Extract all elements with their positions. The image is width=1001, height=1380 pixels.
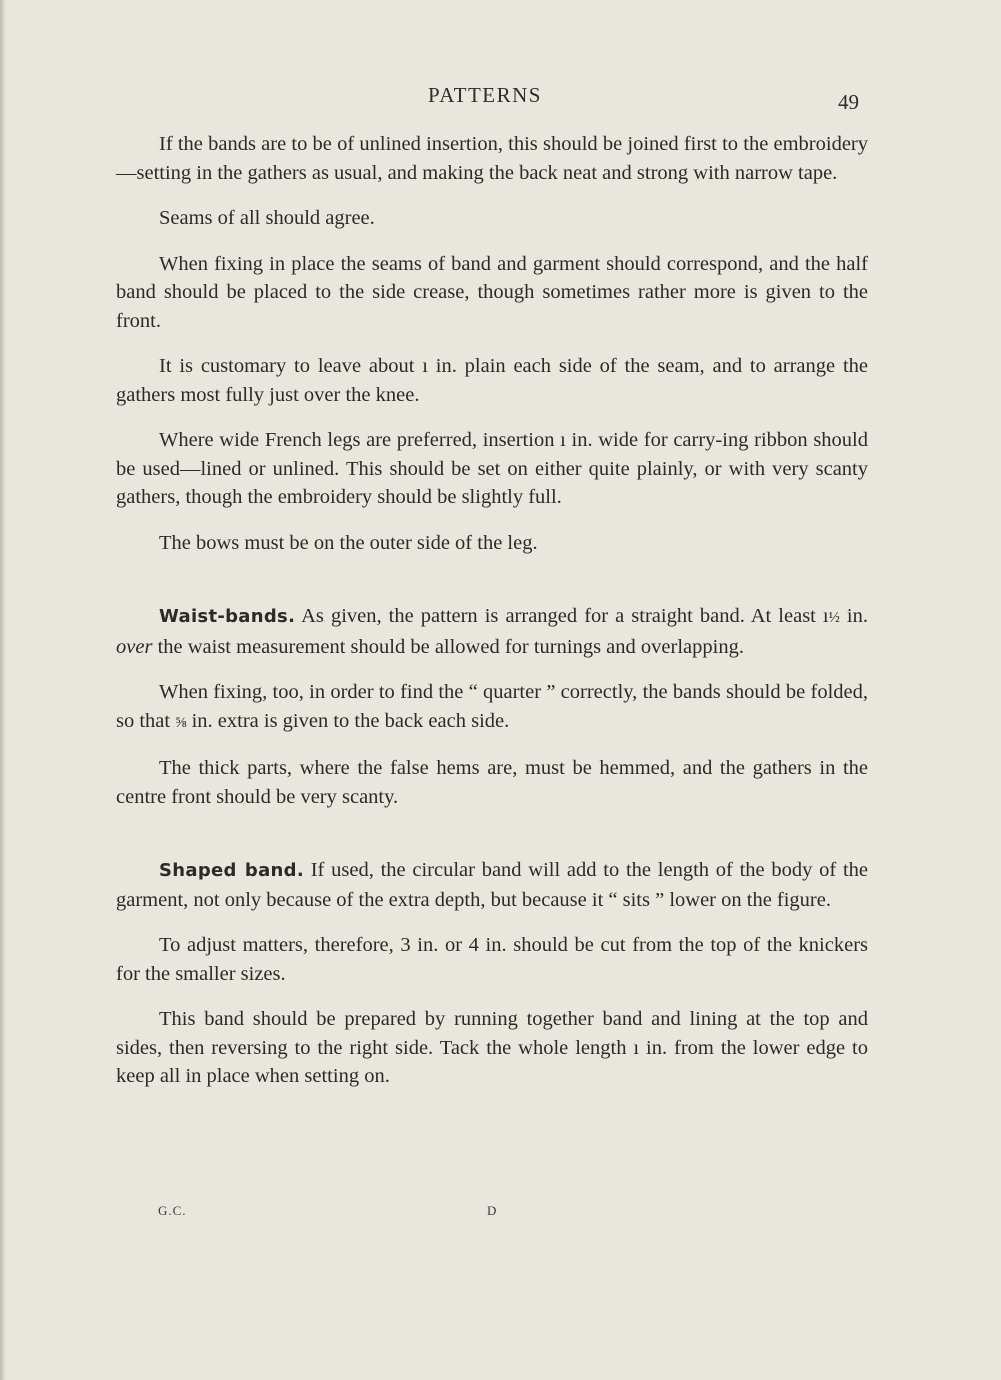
page-number: 49 bbox=[838, 90, 859, 114]
waist-text-a: As given, the pattern is arranged for a straight band. At least ı bbox=[295, 605, 829, 627]
waist-text-c: the waist measurement should be allowed for turnings and overlapping. bbox=[152, 635, 744, 658]
paragraph-prepare-band: This band should be prepared by running together band and lining at the top and sides, then reversing to the right side. Tack the whole length ı in. from the lower edge to keep all in place when setting on. bbox=[116, 1008, 868, 1087]
paragraph-unlined-insertion: If the bands are to be of unlined insertion, this should be joined first to the embroidery—setting in the gathers as usual, and making the back neat and strong with narrow tape. bbox=[116, 133, 868, 184]
paragraph-french-legs: Where wide French legs are preferred, insertion ı in. wide for carry-ing ribbon should be used—lined or unlined. This should be set on either quite plainly, or with very scanty gathers, though the embroidery should be slightly full. bbox=[116, 429, 868, 508]
quarter-text-a: When fixing, too, in order to find the “ quarter ” correctly, the bands should be folded, so that bbox=[116, 681, 868, 732]
page-edge-shadow bbox=[0, 0, 6, 1380]
section-heading-shaped-band: Shaped band. bbox=[159, 860, 304, 881]
waist-fraction: ½ bbox=[828, 610, 840, 626]
paragraph-customary: It is customary to leave about ı in. plain each side of the seam, and to arrange the gathers most fully just over the knee. bbox=[116, 355, 868, 406]
waist-text-b: in. bbox=[839, 605, 868, 627]
paragraph-shaped-band bbox=[116, 856, 868, 914]
paragraph-bows: The bows must be on the outer side of the leg. bbox=[159, 531, 538, 554]
running-title: PATTERNS bbox=[428, 83, 542, 107]
paragraph-thick-parts: The thick parts, where the false hems are, must be hemmed, and the gathers in the centre front should be very scanty. bbox=[116, 757, 868, 808]
paragraph-waist-bands bbox=[116, 602, 868, 661]
signature-mark: D bbox=[487, 1203, 498, 1218]
waist-italic-over: over bbox=[116, 635, 153, 658]
quarter-text-b: in. extra is given to the back each side. bbox=[186, 709, 510, 732]
paragraph-adjust: To adjust matters, therefore, 3 in. or 4 in. should be cut from the top of the knickers for the smaller sizes. bbox=[116, 934, 868, 985]
printer-signature: G.C. bbox=[158, 1203, 187, 1218]
quarter-fraction: ⅝ bbox=[175, 714, 187, 731]
section-heading-waist-bands: Waist-bands. bbox=[159, 606, 296, 627]
paragraph-quarter bbox=[116, 678, 868, 737]
paragraph-fixing-seams: When fixing in place the seams of band and garment should correspond, and the half band should be placed to the side crease, though sometimes rather more is given to the front. bbox=[116, 252, 868, 332]
shaped-text: If used, the circular band will add to the length of the body of the garment, not only because of the extra depth, but because it “ sits ” lower on the figure. bbox=[116, 859, 868, 911]
paragraph-seams: Seams of all should agree. bbox=[159, 207, 375, 229]
body-text bbox=[116, 130, 868, 1091]
